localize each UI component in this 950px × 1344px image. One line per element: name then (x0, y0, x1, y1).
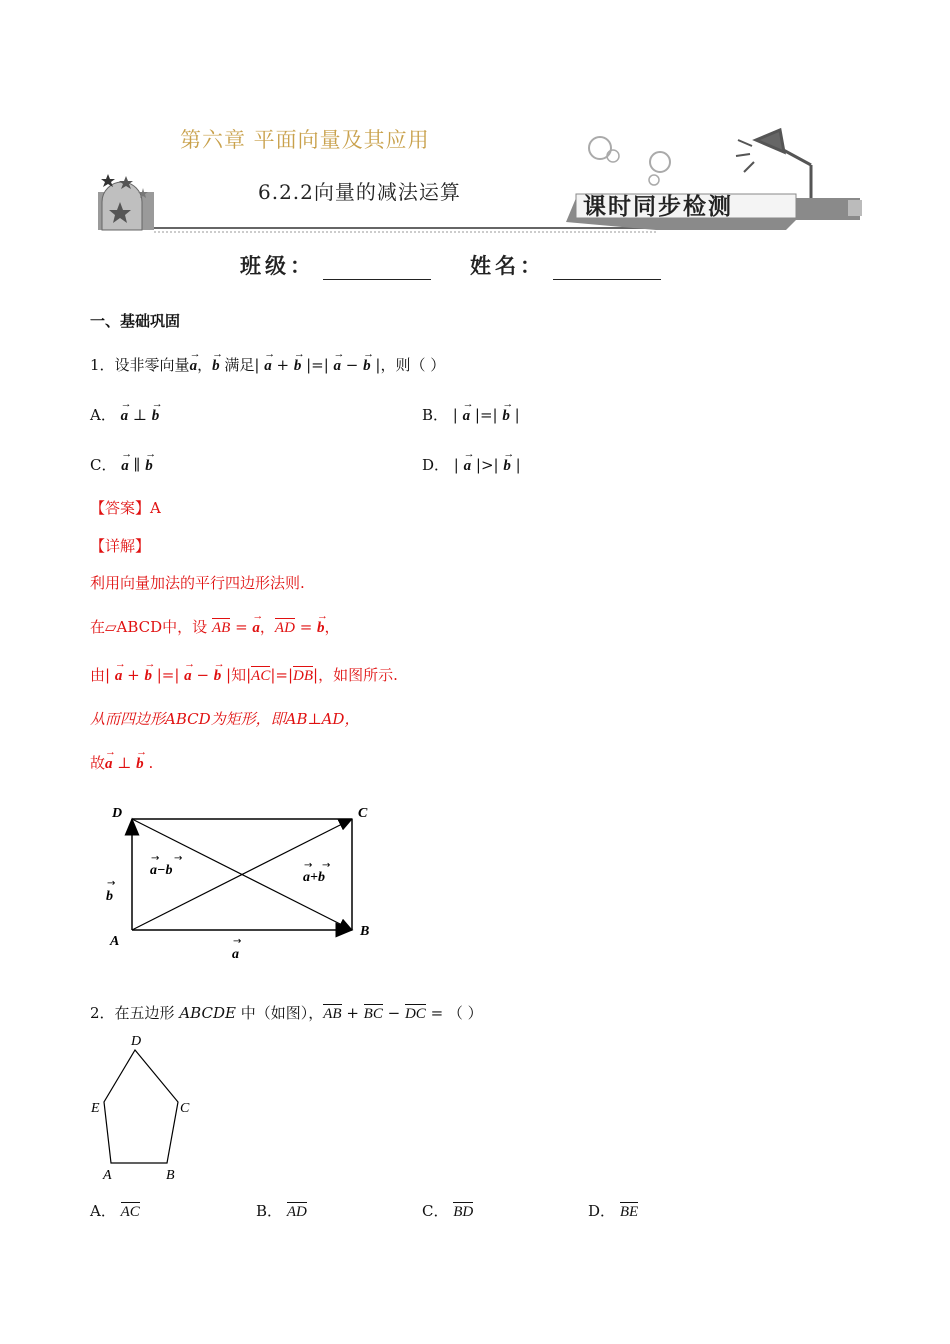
pentagon-figure (88, 1030, 208, 1190)
svg-text:→: → (151, 853, 160, 864)
pentagon-label-a: A (103, 1168, 112, 1183)
q1-explain-4: 从而四边形ABCD为矩形，即AB⊥AD， (90, 710, 360, 728)
q1-answer: 【答案】A (90, 499, 161, 517)
q1-stem: 1．设非零向量→ a，→ b 满足| → a + → b |=| → a − → b |，则（ ） (90, 354, 445, 375)
pentagon-label-b: B (166, 1168, 175, 1183)
label-a-plus-b: a+b (303, 870, 325, 885)
q2-stem: 2．在五边形 ABCDE 中（如图），AB + BC − DC = （ ） (90, 1004, 483, 1022)
q1-option-d[interactable]: D． | → a |>| → b | (422, 454, 521, 475)
class-field (240, 250, 431, 280)
name-field (470, 250, 661, 280)
label-a-minus-b: a−b (150, 863, 173, 878)
q2-option-b[interactable]: B． AD (256, 1202, 307, 1220)
name-blank[interactable] (553, 261, 661, 280)
label-vec-b: b (106, 889, 113, 904)
q1-option-a[interactable]: A． → a ⊥ → b (90, 404, 159, 425)
desk-lamp-icon (736, 130, 811, 198)
q1-explain-1: 利用向量加法的平行四边形法则. (90, 574, 305, 592)
class-label: 班级： (240, 253, 315, 278)
q1-explain-3: 由| → a + → b |=| → a − → b |知|AC|=|DB|，如图所示. (90, 664, 398, 685)
star-emblem-icon (98, 174, 154, 230)
svg-text:→: → (174, 853, 183, 864)
svg-text:→: → (304, 860, 313, 871)
q2-option-c[interactable]: C． BD (422, 1202, 474, 1220)
label-b: B (360, 924, 370, 939)
label-d: D (112, 806, 123, 821)
svg-text:→: → (322, 860, 331, 871)
badge-title: 课时同步检测 (583, 193, 733, 220)
section-title: 6.2.2向量的减法运算 (258, 180, 461, 204)
label-vec-a: a (232, 947, 239, 962)
part-title: 一、基础巩固 (90, 312, 181, 330)
chapter-title: 第六章 平面向量及其应用 (180, 128, 430, 152)
label-c: C (358, 806, 368, 821)
pentagon-label-d: D (131, 1034, 142, 1049)
q1-explain-5: 故→ a ⊥ → b . (90, 752, 153, 773)
pentagon-label-c: C (180, 1101, 190, 1116)
q1-detail-tag: 【详解】 (90, 537, 151, 555)
name-label: 姓名： (470, 253, 545, 278)
q1-explain-2: 在▱ABCD中，设 AB = → a，AD = → b， (90, 616, 340, 637)
label-a: A (110, 934, 120, 949)
pentagon-label-e: E (91, 1101, 100, 1116)
class-blank[interactable] (323, 261, 431, 280)
q2-option-d[interactable]: D． BE (588, 1202, 639, 1220)
rectangle-figure (100, 795, 400, 965)
q2-option-a[interactable]: A． AC (90, 1202, 140, 1220)
q1-option-b[interactable]: B． | → a |=| → b | (422, 404, 520, 425)
q1-option-c[interactable]: C． → a ∥ → b (90, 454, 153, 475)
svg-text:→: → (233, 936, 242, 947)
svg-text:→: → (107, 878, 116, 889)
